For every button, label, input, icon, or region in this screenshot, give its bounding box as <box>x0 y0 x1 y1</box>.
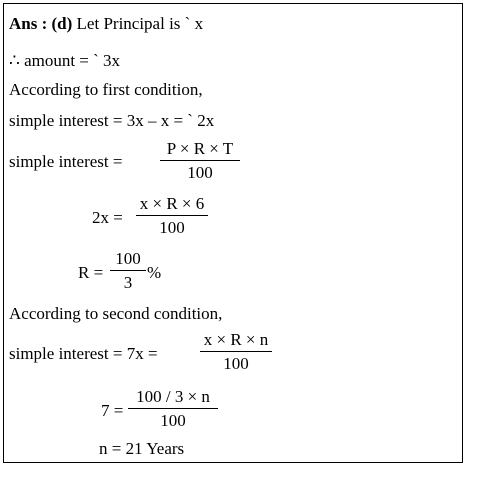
rate-fraction <box>110 249 146 293</box>
simple-interest-line: simple interest = 3x – x = ` 2x <box>9 111 215 130</box>
fraction-bar <box>110 270 146 271</box>
rate-denominator: 3 <box>123 273 133 292</box>
time-equation-left: 7 = <box>101 401 124 420</box>
rate-left: R = <box>78 263 104 282</box>
amount-line: ∴ amount = ` 3x <box>9 51 121 70</box>
solution-box <box>3 3 463 463</box>
si-formula-left: simple interest = <box>9 152 123 171</box>
si-formula-denominator: 100 <box>187 163 213 182</box>
fraction-bar <box>136 215 208 216</box>
rate-percent: % <box>147 263 162 282</box>
equation-2x-denominator: 100 <box>159 218 185 237</box>
answer-statement: Let Principal is ` x <box>76 14 204 33</box>
fraction-bar <box>128 408 218 409</box>
rate-numerator: 100 <box>115 249 141 268</box>
si-formula-numerator: P × R × T <box>166 139 234 158</box>
equation-2x-fraction <box>136 194 208 238</box>
equation-2x-numerator: x × R × 6 <box>139 194 205 213</box>
second-si-denominator: 100 <box>223 354 249 373</box>
answer-line <box>9 14 203 34</box>
fraction-bar <box>160 160 240 161</box>
answer-label: Ans : (d) <box>9 14 73 33</box>
second-si-numerator: x × R × n <box>203 330 269 349</box>
first-condition-heading: According to first condition, <box>9 80 203 99</box>
second-si-fraction <box>200 330 272 374</box>
second-si-left: simple interest = 7x = <box>9 344 158 363</box>
time-equation-fraction <box>128 387 218 431</box>
second-condition-heading: According to second condition, <box>9 304 223 323</box>
si-formula-fraction <box>160 139 240 183</box>
time-equation-denominator: 100 <box>160 411 186 430</box>
fraction-bar <box>200 351 272 352</box>
time-equation-numerator: 100 / 3 × n <box>136 387 210 406</box>
final-answer: n = 21 Years <box>99 439 185 458</box>
equation-2x-left: 2x = <box>92 208 123 227</box>
